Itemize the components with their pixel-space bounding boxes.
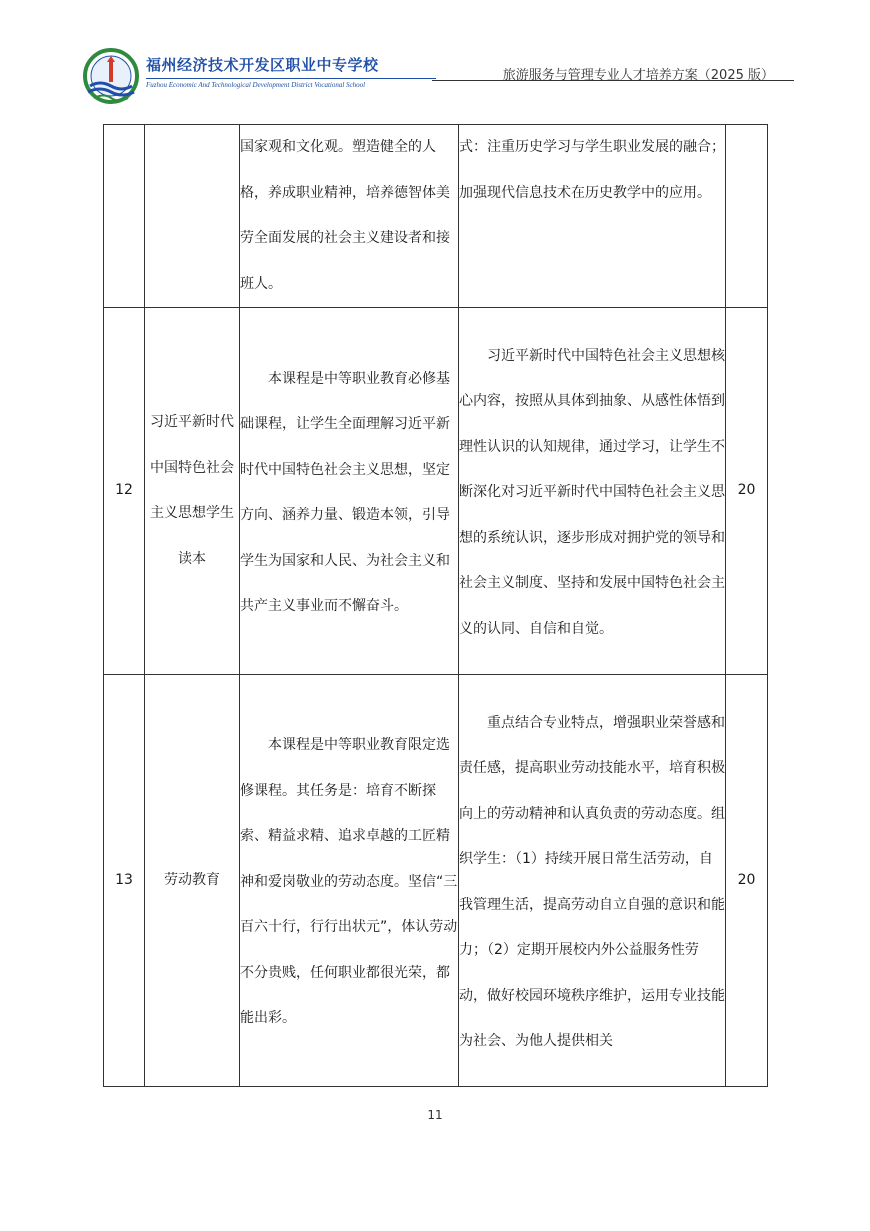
- table-row: [104, 125, 768, 308]
- table-row: [104, 308, 768, 675]
- course-number: [104, 125, 145, 308]
- course-content: [459, 308, 726, 675]
- course-name: [145, 125, 240, 308]
- course-table: [103, 124, 768, 1087]
- school-name-cn: 福州经济技术开发区职业中专学校: [146, 56, 379, 74]
- course-goal: [240, 308, 459, 675]
- course-name: 劳动教育: [145, 675, 240, 1087]
- course-hours: [726, 125, 768, 308]
- school-name-en: Fuzhou Economic And Technological Development District Vocational School: [146, 81, 366, 89]
- header-divider-left: [146, 78, 436, 79]
- course-name: 习近平新时代中国特色社会主义思想学生读本: [145, 308, 240, 675]
- course-goal: [240, 675, 459, 1087]
- course-hours: 20: [726, 675, 768, 1087]
- course-content: [459, 125, 726, 308]
- course-goal-text: 本课程是中等职业教育限定选修课程。其任务是：培育不断探索、精益求精、追求卓越的工匠精神和爱岗敬业的劳动态度。坚信“三百六十行，行行出状元”，体认劳动不分贵贱，任何职业都很光荣，都能出彩。: [240, 737, 458, 1027]
- course-goal-text: 本课程是中等职业教育必修基础课程，让学生全面理解习近平新时代中国特色社会主义思想，坚定方向、涵养力量、锻造本领，引导学生为国家和人民、为社会主义和共产主义事业而不懈奋斗。: [240, 370, 450, 614]
- course-number: 13: [104, 675, 145, 1087]
- document-title: 旅游服务与管理专业人才培养方案（2025 版）: [502, 68, 774, 83]
- course-content: [459, 675, 726, 1087]
- course-content-text: 重点结合专业特点，增强职业荣誉感和责任感，提高职业劳动技能水平，培育积极向上的劳动精神和认真负责的劳动态度。组织学生：（1）持续开展日常生活劳动，自我管理生活，提高劳动自立自强的意识和能力；（2）定期开展校内外公益服务性劳动，做好校园环境秩序维护，运用专业技能为社会、为他人提供相关: [459, 714, 725, 1049]
- page-header: [80, 48, 794, 104]
- header-rule: [432, 80, 794, 81]
- course-number: 12: [104, 308, 145, 675]
- course-content-text: 式：注重历史学习与学生职业发展的融合；加强现代信息技术在历史教学中的应用。: [459, 139, 725, 201]
- table-row: [104, 675, 768, 1087]
- course-hours: 20: [726, 308, 768, 675]
- course-goal: [240, 125, 459, 308]
- school-logo-icon: [80, 48, 142, 104]
- course-content-text: 习近平新时代中国特色社会主义思想核心内容，按照从具体到抽象、从感性体悟到理性认识的认知规律，通过学习，让学生不断深化对习近平新时代中国特色社会主义思想的系统认识，逐步形成对拥护党的领导和社会主义制度、坚持和发展中国特色社会主义的认同、自信和自觉。: [459, 347, 725, 637]
- page-number: 11: [427, 1108, 443, 1122]
- course-goal-text: 国家观和文化观。塑造健全的人格，养成职业精神，培养德智体美劳全面发展的社会主义建设者和接班人。: [240, 139, 450, 292]
